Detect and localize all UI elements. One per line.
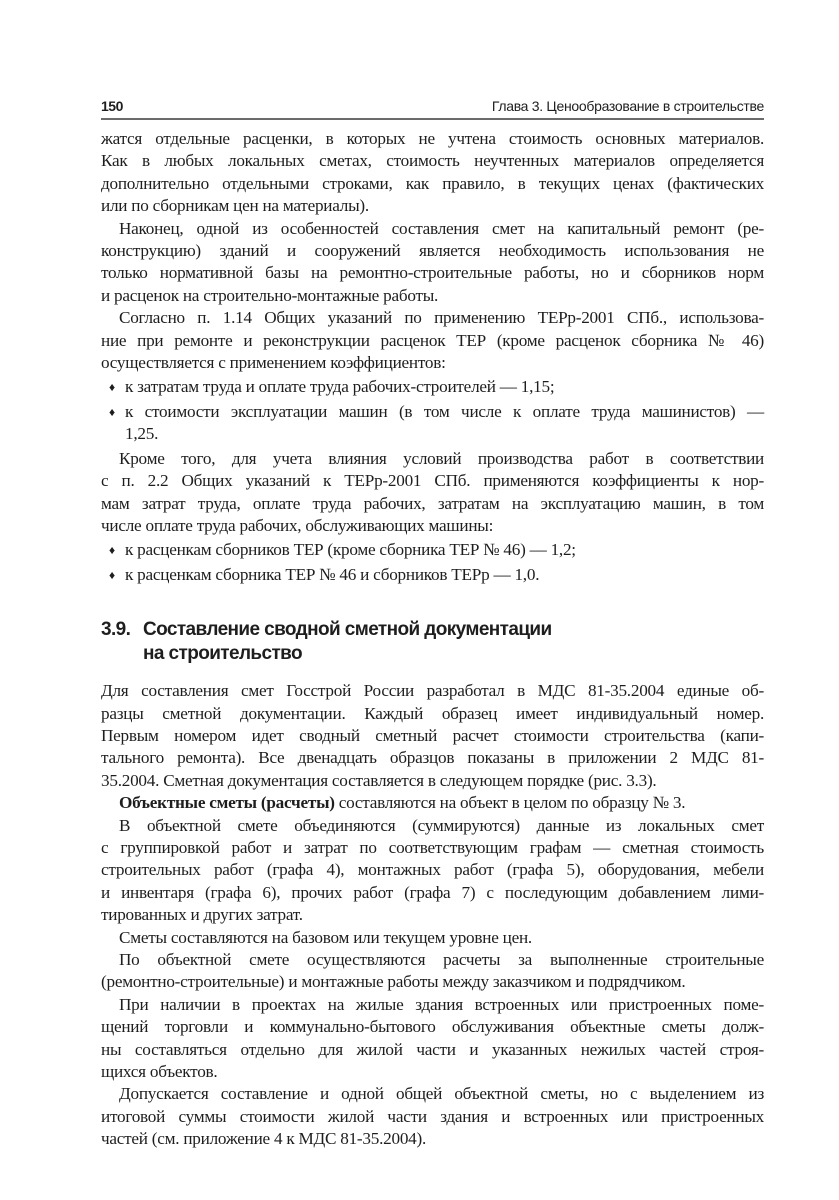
body-text: [101, 128, 764, 1151]
paragraph: Согласно п. 1.14 Общих указаний по применению ТЕРр-2001 СПб., использова- ние при ремонте и реконструкции расценок ТЕР (кроме расценок сборника № 46) осуществляется с применением коэффициентов:: [101, 308, 764, 373]
section-spacer: [101, 588, 764, 618]
paragraph: жатся отдельные расценки, в которых не учтена стоимость основных материалов. Как в любых локальных сметах, стоимость неучтенных материалов определяется дополнительно отдельными строками, как правило, в текущих ценах (фактических или по сборникам цен на материалы).: [101, 129, 764, 216]
coefficient-list-2: [101, 539, 764, 586]
diamond-bullet-icon: ♦: [109, 380, 115, 395]
paragraph: При наличии в проектах на жилые здания встроенных или пристроенных поме- щений торговли и коммунально-бытового обслуживания объектные сметы долж- ны составляться отдельно для жилой части и указанных нежилых частей строя- щихся объектов.: [101, 994, 764, 1082]
paragraph: По объектной смете осуществляются расчеты за выполненные строительные (ремонтно-строительные) и монтажные работы между заказчиком и подрядчиком.: [101, 950, 764, 992]
header-divider: [101, 118, 764, 120]
chapter-title: Глава 3. Ценообразование в строительстве: [491, 98, 764, 114]
bold-term: Объектные сметы (расчеты): [119, 793, 335, 813]
section-number: 3.9.: [101, 619, 131, 641]
list-item: ♦ к расценкам сборника ТЕР № 46 и сборников ТЕРр — 1,0.: [101, 564, 764, 586]
diamond-bullet-icon: ♦: [109, 543, 115, 558]
paragraph: Сметы составляются на базовом или текущем уровне цен.: [119, 927, 532, 947]
coefficient-list-1: [101, 376, 764, 445]
paragraph: Допускается составление и одной общей объектной сметы, но с выделением из итоговой суммы стоимости жилой части здания и встроенных или пристроенных частей (см. приложение 4 к МДС 81-35.2004).: [101, 1084, 764, 1149]
paragraph: Кроме того, для учета влияния условий производства работ в соответствии с п. 2.2 Общих указаний к ТЕРр-2001 СПб. применяются коэффициенты к нор- мам затрат труда, оплате труда рабочих, затратам на эксплуатацию машин, в том числе оплате труда рабочих, обслуживающих машины:: [101, 448, 764, 535]
page-number: 150: [101, 98, 123, 114]
list-item: ♦ к затратам труда и оплате труда рабочих-строителей — 1,15;: [101, 376, 764, 398]
paragraph: Для составления смет Госстрой России разработал в МДС 81-35.2004 единые об- разцы сметной документации. Каждый образец имеет индивидуальный номер. Первым номером идет сводный сметный расчет стоимости строительства (капи- тального ремонта). Все двенадцать образцов показаны в приложении 2 МДС 81- 35.2004. Сметная документация составляется в следующем порядке (рис. 3.3).: [101, 681, 764, 790]
list-item: ♦ к стоимости эксплуатации машин (в том числе к оплате труда машинистов) — 1,25.: [109, 401, 764, 444]
paragraph: Наконец, одной из особенностей составления смет на капитальный ремонт (ре- конструкцию) зданий и сооружений является необходимость использования не только нормативной базы на ремонтно-строительные работы, но и сборников норм и расценок на строительно-монтажные работы.: [101, 218, 764, 305]
diamond-bullet-icon: ♦: [109, 404, 115, 419]
section-heading: [101, 618, 764, 666]
running-head: [101, 92, 764, 114]
paragraph: В объектной смете объединяются (суммируются) данные из локальных смет с группировкой работ и затрат по соответствующим графам — сметная стоимость строительных работ (графа 4), монтажных работ (графа 5), оборудования, мебели и инвентаря (графа 6), прочих работ (графа 7) с последующим добавлением лими- тированных и других затрат.: [101, 815, 764, 925]
list-item: ♦ к расценкам сборников ТЕР (кроме сборника ТЕР № 46) — 1,2;: [101, 539, 764, 561]
paragraph: Объектные сметы (расчеты) составляются на объект в целом по образцу № 3.: [119, 793, 686, 813]
section-title: Составление сводной сметной документации на строительство: [143, 619, 552, 665]
diamond-bullet-icon: ♦: [109, 567, 115, 582]
